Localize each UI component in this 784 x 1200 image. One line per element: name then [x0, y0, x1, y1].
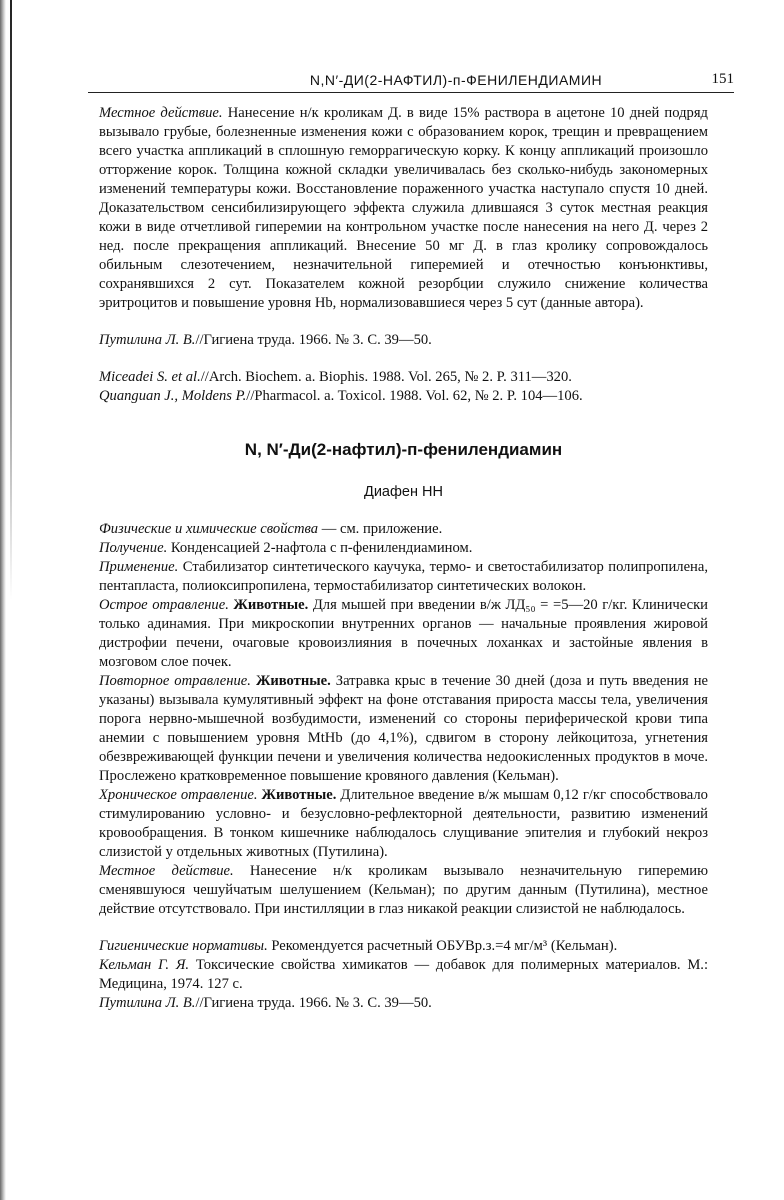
prev-reference-2 — [99, 368, 708, 387]
running-header — [88, 68, 734, 93]
prev-local-text: Нанесение н/к кроликам Д. в виде 15% раствора в ацетоне 10 дней подряд вызывало грубые, болезненные изменения кожи с образованием корок, трещин и превращением всего участка аппликаций в сплошную геморрагическую корку. К концу аппликаций произошло отторжение корок. Толщина кожной складки увеличивалась без сколько-нибудь закономерных изменений температуры кожи. Восстановление пораженного участка наступало спустя 10 дней. Доказательством сенсибилизирующего эффекта служила длившаяся 3 суток местная реакция кожи в виде отчетливой гиперемии на контрольном участке после нанесения на него Д. через 2 нед. после прекращения аппликаций. Внесение 50 мг Д. в глаз кролику сопровождалось обильным слезотечением, незначительной гиперемией и отечностью конъюнктивы, сохранявшихся 2 сут. Показателем кожной резорбции служило снижение количества эритроцитов и повышение уровня Hb, нормализовавшиеся через 5 сут (данные автора). — [99, 105, 708, 311]
acute-label: Острое отравление. — [99, 597, 229, 613]
prev-ref3-rest: //Pharmacol. a. Toxicol. 1988. Vol. 62, № 2. P. 104—106. — [246, 388, 583, 404]
prev-local-label: Местное действие. — [99, 105, 223, 121]
repeated-poisoning — [99, 672, 708, 786]
physical-label: Физические и химические свойства — [99, 521, 319, 537]
article-ref2-author: Путилина Л. В. — [99, 995, 196, 1011]
prev-ref3-author: Quanguan J., Moldens P. — [99, 388, 247, 404]
chronic-animals-label: Животные. — [257, 787, 337, 803]
prev-ref1-rest: //Гигиена труда. 1966. № 3. С. 39—50. — [195, 332, 432, 348]
repeated-animals-label: Животные. — [250, 673, 331, 689]
production-text: Конденсацией 2-нафтола с п-фенилендиамином. — [167, 540, 473, 556]
norms-label: Гигиенические нормативы. — [99, 938, 268, 954]
article-title: N, N′-Ди(2-нафтил)-п-фенилендиамин — [244, 440, 563, 459]
chronic-text: Длительное введение в/ж мышам 0,12 г/кг способствовало стимулированию условно- и безусловно-рефлекторной деятельности, развитию изменений кровообращения. В тонком кишечнике наблюдалось слущивание эпителия и глубокий некроз слизистой у отдельных животных (Путилина). — [99, 787, 708, 860]
page-binding-shadow — [0, 0, 6, 1200]
prev-local-paragraph — [99, 104, 708, 313]
repeated-text: Затравка крыс в течение 30 дней (доза и путь введения не указаны) вызывала кумулятивный эффект на фоне отставания прироста массы тела, увеличения порога нервно-мышечной возбудимости, изменений со стороны периферической крови типа анемии с повышением уровня MtHb (до 4,1%), сдвигом в сторону лейкоцитоза, угнетения обезвреживающей функции печени и увеличения количества недоокисленных продуктов в моче. Прослежено кратковременное повышение кровяного давления (Кельман). — [99, 673, 708, 784]
acute-animals-label: Животные. — [228, 597, 309, 613]
production — [99, 539, 708, 558]
chronic-label: Хроническое отравление. — [99, 787, 258, 803]
running-title: N,N′-ДИ(2-НАФТИЛ)-п-ФЕНИЛЕНДИАМИН — [309, 72, 603, 88]
prev-ref2-author: Miceadei S. et al. — [99, 369, 201, 385]
article-reference-1 — [99, 956, 708, 994]
article-ref2-rest: //Гигиена труда. 1966. № 3. С. 39—50. — [195, 995, 432, 1011]
repeated-label: Повторное отравление. — [99, 673, 251, 689]
article-synonym: Диафен НН — [364, 484, 443, 500]
chronic-poisoning — [99, 786, 708, 862]
norms-text: Рекомендуется расчетный ОБУВр.з.=4 мг/м³ (Кельман). — [267, 938, 618, 954]
local-text: Нанесение н/к кроликам вызывало незначительную гиперемию сменявшуюся чешуйчатым шелушением (Кельман); по другим данным (Путилина), местное действие отсутствовало. При инстилляции в глаз никакой реакции слизистой не наблюдалось. — [99, 863, 709, 917]
local-label: Местное действие. — [99, 863, 234, 879]
application — [99, 558, 708, 596]
prev-reference-1 — [99, 331, 708, 350]
production-label: Получение. — [99, 540, 168, 556]
page-body — [99, 104, 708, 1013]
acute-poisoning — [99, 596, 708, 672]
physical-text: — см. приложение. — [318, 521, 443, 537]
article-reference-2 — [99, 994, 708, 1013]
article-ref1-rest: Токсические свойства химикатов — добавок для полимерных материалов. М.: Медицина, 1974. 127 с. — [99, 957, 708, 992]
page-binding-line — [10, 0, 12, 600]
page-number: 151 — [711, 71, 734, 87]
acute-text: Для мышей при введении в/ж ЛД₅₀ = =5—20 г/кг. Клинически только адинамия. При микроскопии внутренних органов — начальные проявления жировой дистрофии печени, очаговые кровоизлияния в почечных лоханках и застойные явления в мозговом слое почек. — [99, 597, 708, 670]
article-ref1-author: Кельман Г. Я. — [99, 957, 190, 973]
prev-reference-3 — [99, 387, 708, 406]
local-action — [99, 862, 708, 919]
application-label: Применение. — [99, 559, 179, 575]
application-text: Стабилизатор синтетического каучука, термо- и светостабилизатор полипропилена, пентапласта, полиоксипропилена, термостабилизатор синтетических волокон. — [99, 559, 708, 594]
prev-ref1-author: Путилина Л. В. — [99, 332, 196, 348]
physical-properties — [99, 520, 708, 539]
hygienic-norms — [99, 937, 708, 956]
prev-ref2-rest: //Arch. Biochem. a. Biophis. 1988. Vol. 265, № 2. P. 311—320. — [200, 369, 572, 385]
